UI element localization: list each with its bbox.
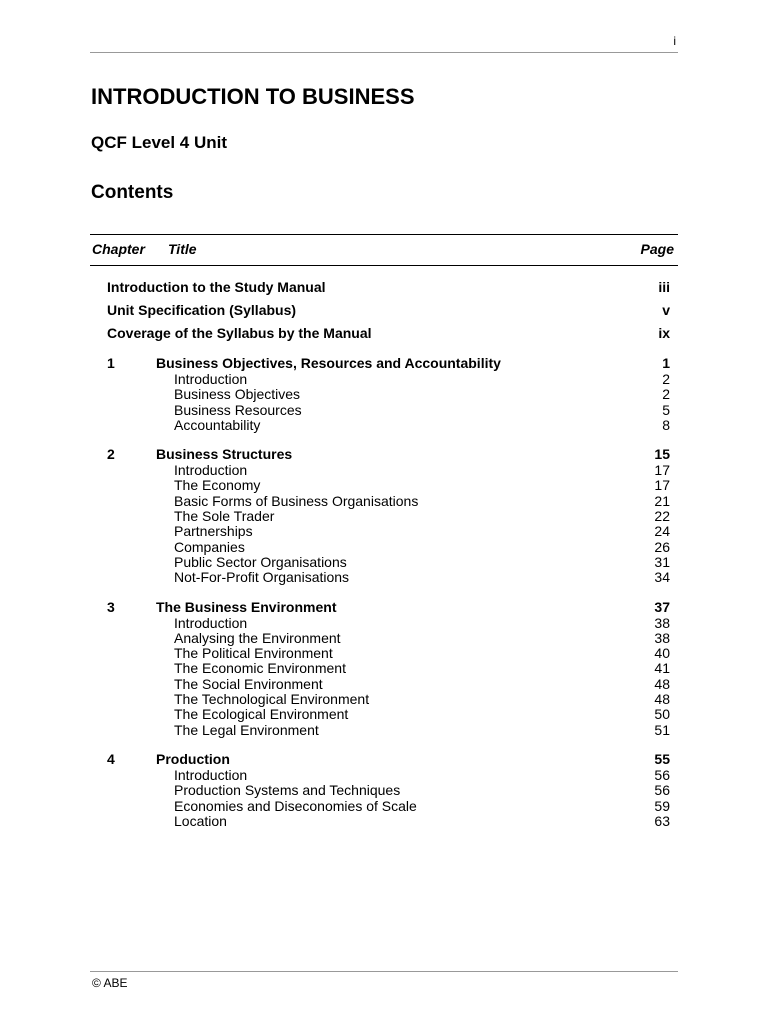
footer-copyright: © ABE — [92, 976, 128, 990]
chapter-title: Production — [156, 750, 230, 767]
chapter-number: 2 — [107, 446, 115, 463]
chapter-block — [107, 600, 670, 738]
section-page: 38 — [654, 614, 670, 631]
section-entry[interactable] — [107, 463, 670, 478]
section-page: 63 — [654, 812, 670, 829]
page-number: i — [673, 34, 676, 48]
section-page: 24 — [654, 523, 670, 540]
bottom-rule — [90, 971, 678, 972]
chapter-list — [107, 356, 670, 829]
section-entry[interactable] — [107, 768, 670, 783]
section-entry[interactable] — [107, 677, 670, 692]
chapter-entry[interactable] — [107, 447, 670, 463]
section-title: Basic Forms of Business Organisations — [174, 492, 419, 509]
document-subtitle: QCF Level 4 Unit — [91, 133, 228, 152]
section-page: 59 — [654, 797, 670, 814]
chapter-page: 37 — [654, 598, 670, 615]
section-title: The Sole Trader — [174, 508, 275, 525]
section-title: Introduction — [174, 766, 248, 783]
section-title: The Legal Environment — [174, 721, 319, 738]
toc-entry[interactable] — [107, 302, 670, 325]
section-title: Business Resources — [174, 401, 302, 418]
section-page: 17 — [654, 462, 670, 479]
section-title: The Economy — [174, 477, 261, 494]
chapter-entry[interactable] — [107, 600, 670, 616]
header-chapter: Chapter — [92, 241, 145, 257]
toc-entry-page: ix — [658, 325, 670, 341]
section-entry[interactable] — [107, 707, 670, 722]
toc-entry[interactable] — [107, 279, 670, 302]
top-rule — [90, 52, 678, 53]
chapter-page: 15 — [654, 446, 670, 463]
section-entry[interactable] — [107, 631, 670, 646]
section-title: Partnerships — [174, 523, 253, 540]
chapter-title: Business Structures — [156, 446, 293, 463]
section-title: Introduction — [174, 371, 248, 387]
front-matter — [107, 279, 670, 348]
section-page: 22 — [654, 508, 670, 525]
chapter-page: 1 — [662, 355, 670, 371]
chapter-entry[interactable] — [107, 356, 670, 372]
chapter-title: Business Objectives, Resources and Accountability — [156, 355, 501, 371]
toc-entry-title: Unit Specification (Syllabus) — [107, 302, 297, 318]
section-title: Public Sector Organisations — [174, 553, 347, 570]
chapter-number: 4 — [107, 750, 115, 767]
header-rule-bottom — [90, 265, 678, 266]
section-entry[interactable] — [107, 372, 670, 387]
section-title: Introduction — [174, 614, 248, 631]
section-title: Analysing the Environment — [174, 629, 341, 646]
section-page: 38 — [654, 629, 670, 646]
section-title: The Social Environment — [174, 675, 323, 692]
header-title: Title — [168, 241, 197, 257]
section-page: 40 — [654, 645, 670, 662]
section-title: Not-For-Profit Organisations — [174, 569, 350, 586]
section-page: 8 — [662, 416, 670, 433]
section-entry[interactable] — [107, 814, 670, 829]
section-page: 34 — [654, 569, 670, 586]
section-page: 56 — [654, 766, 670, 783]
section-page: 5 — [662, 401, 670, 418]
section-page: 21 — [654, 492, 670, 509]
section-entry[interactable] — [107, 570, 670, 585]
header-rule-top — [90, 234, 678, 235]
chapter-page: 55 — [654, 750, 670, 767]
section-title: The Economic Environment — [174, 660, 346, 677]
section-entry[interactable] — [107, 494, 670, 509]
section-page: 26 — [654, 538, 670, 555]
section-title: Companies — [174, 538, 245, 555]
chapter-number: 3 — [107, 598, 115, 615]
section-page: 2 — [662, 386, 670, 403]
section-entry[interactable] — [107, 524, 670, 539]
section-entry[interactable] — [107, 387, 670, 402]
section-entry[interactable] — [107, 555, 670, 570]
section-page: 2 — [662, 371, 670, 387]
document-title: INTRODUCTION TO BUSINESS — [91, 84, 415, 109]
chapter-block — [107, 356, 670, 433]
section-entry[interactable] — [107, 723, 670, 738]
section-title: Location — [174, 812, 227, 829]
section-title: The Political Environment — [174, 645, 333, 662]
toc-entry-page: iii — [658, 279, 670, 295]
section-title: Business Objectives — [174, 386, 301, 403]
toc-entry-page: v — [662, 302, 670, 318]
section-page: 31 — [654, 553, 670, 570]
section-entry[interactable] — [107, 403, 670, 418]
section-title: Production Systems and Techniques — [174, 782, 401, 799]
section-entry[interactable] — [107, 418, 670, 433]
section-entry[interactable] — [107, 646, 670, 661]
section-title: Introduction — [174, 462, 248, 479]
section-entry[interactable] — [107, 783, 670, 798]
toc-entry[interactable] — [107, 325, 670, 348]
chapter-title: The Business Environment — [156, 598, 337, 615]
section-page: 41 — [654, 660, 670, 677]
section-entry[interactable] — [107, 616, 670, 631]
section-entry[interactable] — [107, 509, 670, 524]
toc-entry-title: Introduction to the Study Manual — [107, 279, 326, 295]
section-page: 51 — [654, 721, 670, 738]
chapter-block — [107, 752, 670, 829]
chapter-number: 1 — [107, 355, 115, 371]
section-page: 50 — [654, 706, 670, 723]
section-entry[interactable] — [107, 799, 670, 814]
chapter-entry[interactable] — [107, 752, 670, 768]
section-page: 17 — [654, 477, 670, 494]
section-page: 56 — [654, 782, 670, 799]
section-entry[interactable] — [107, 478, 670, 493]
section-title: The Ecological Environment — [174, 706, 349, 723]
section-title: The Technological Environment — [174, 691, 370, 708]
section-entry[interactable] — [107, 661, 670, 676]
section-title: Accountability — [174, 416, 261, 433]
section-entry[interactable] — [107, 540, 670, 555]
table-of-contents — [107, 279, 670, 829]
toc-entry-title: Coverage of the Syllabus by the Manual — [107, 325, 372, 341]
section-entry[interactable] — [107, 692, 670, 707]
section-page: 48 — [654, 691, 670, 708]
chapter-block — [107, 447, 670, 585]
header-page: Page — [640, 241, 674, 257]
section-title: Economies and Diseconomies of Scale — [174, 797, 417, 814]
section-page: 48 — [654, 675, 670, 692]
contents-heading: Contents — [91, 182, 174, 203]
